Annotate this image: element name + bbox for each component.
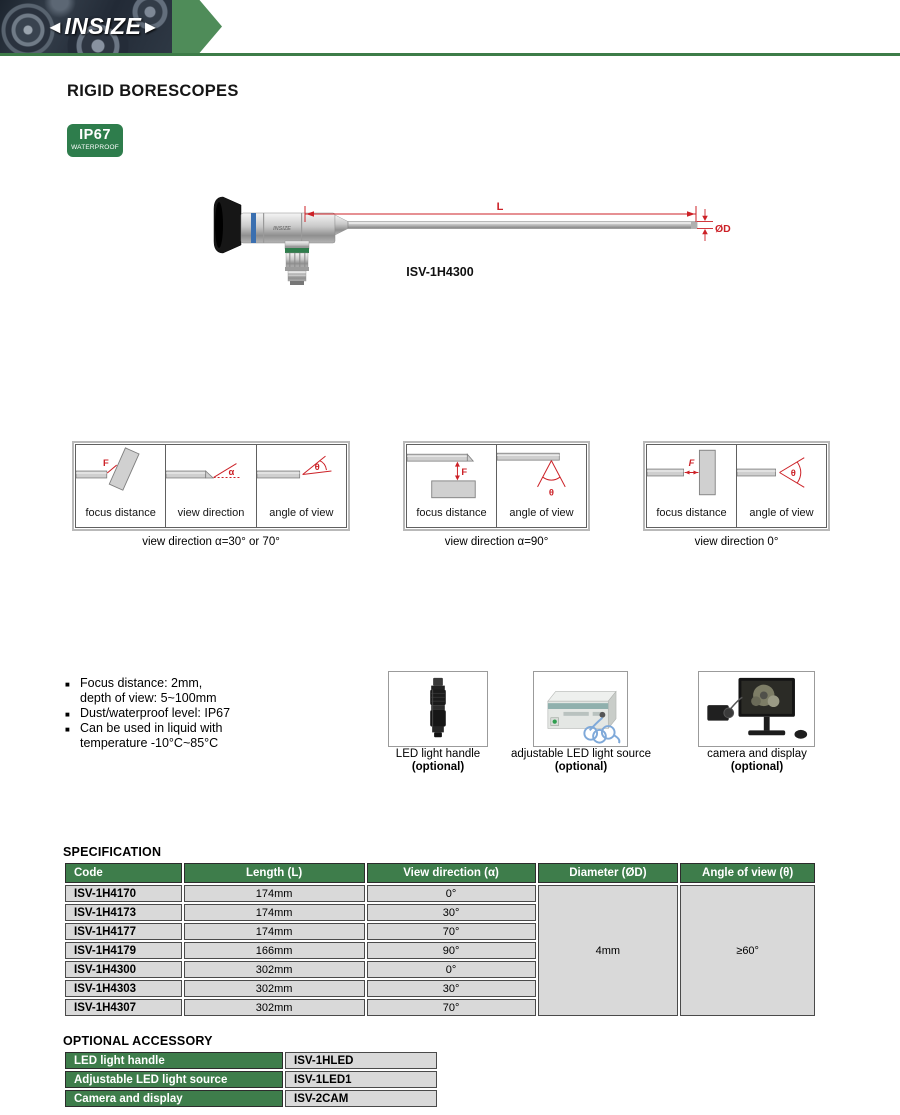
spec-view-direction-cell: 70° [367,999,536,1016]
accessory-name-cell: Adjustable LED light source [65,1071,283,1088]
svg-text:F: F [103,457,109,469]
diagram-panel-focus-distance: F focus distance [76,445,165,527]
diagram-caption: view direction α=30° or 70° [142,536,280,548]
accessory-caption: LED light handle (optional) [395,748,481,773]
feature-line: ■ Dust/waterproof level: IP67 [80,706,231,720]
feature-line: ■ Focus distance: 2mm, [80,676,203,690]
camera-display-image [698,671,815,747]
spec-column-header: Diameter (ØD) [538,863,679,883]
ip-rating-badge [67,124,123,157]
svg-text:F: F [461,465,468,477]
spec-view-direction-cell: 0° [367,961,536,978]
brand-name: INSIZE [64,13,142,39]
spec-diameter-cell: 4mm [538,885,679,1016]
dim-length-label: L [496,201,504,213]
right-arrow-icon: ► [141,17,160,37]
spec-code-cell: ISV-1H4170 [65,885,182,902]
spec-column-header: Angle of view (θ) [680,863,815,883]
spec-length-cell: 174mm [184,885,365,902]
spec-view-direction-cell: 90° [367,942,536,959]
spec-length-cell: 174mm [184,904,365,921]
feature-line: temperature -10°C~85°C [80,736,219,750]
spec-code-cell: ISV-1H4303 [65,980,182,997]
spec-length-cell: 302mm [184,980,365,997]
feature-item [65,676,365,706]
light-guide-port [285,241,309,285]
spec-angle-of-view-cell: ≥60° [680,885,815,1016]
view-direction-diagram [166,445,255,501]
insertion-tube [348,222,697,229]
accessory-row [65,1052,437,1069]
feature-item [65,721,365,751]
spec-row [65,885,815,902]
diagram-panel-focus-distance: F focus distance [407,445,496,527]
optional-accessory-heading: OPTIONAL ACCESSORY [63,1034,213,1048]
optional-accessory-table [63,1050,439,1109]
accessory-code-cell: ISV-1LED1 [285,1071,437,1088]
spec-code-cell: ISV-1H4173 [65,904,182,921]
spec-length-cell: 302mm [184,999,365,1016]
spec-view-direction-cell: 70° [367,923,536,940]
dim-diameter-label: ØD [715,223,731,235]
accessory-row [65,1090,437,1107]
diagram-panel-angle-of-view: θ angle of view [736,445,826,527]
specification-table [63,861,817,1018]
led-light-source-image [533,671,628,747]
green-chevron [172,0,222,53]
focus-distance-diagram [76,445,165,501]
feature-list [65,676,365,751]
left-arrow-icon: ◄ [46,17,65,37]
brand-logo [46,13,160,40]
green-divider [0,53,900,56]
angle-of-view-diagram [257,445,346,501]
spec-header-row [65,863,815,883]
feature-line: ■ Can be used in liquid with [80,721,223,735]
svg-text:θ: θ [548,486,554,498]
accessory-caption: camera and display (optional) [707,748,807,773]
spec-column-header: View direction (α) [367,863,536,883]
ip-rating: IP67 [79,127,111,143]
diagram-panel-view-direction: α view direction [165,445,255,527]
diagram-group-view-0 [643,441,830,531]
svg-text:θ: θ [790,466,796,478]
accessory-caption: adjustable LED light source (optional) [511,748,651,773]
light-source-icon [534,672,627,746]
svg-text:α: α [228,465,235,477]
spec-view-direction-cell: 0° [367,885,536,902]
spec-length-cell: 166mm [184,942,365,959]
accessory-code-cell: ISV-1HLED [285,1052,437,1069]
accessory-name-cell: LED light handle [65,1052,283,1069]
spec-code-cell: ISV-1H4300 [65,961,182,978]
diagram-caption: view direction 0° [694,536,779,548]
diameter-dimension [697,209,713,241]
focus-distance-diagram [407,445,496,501]
brand-banner [0,0,900,53]
accessory-row [65,1071,437,1088]
diagram-caption: view direction α=90° [444,536,549,548]
spec-code-cell: ISV-1H4179 [65,942,182,959]
diagram-group-view-30-70 [72,441,350,531]
svg-text:θ: θ [314,461,320,473]
svg-text:F: F [688,457,695,469]
led-handle-icon [389,672,487,746]
spec-column-header: Code [65,863,182,883]
spec-column-header: Length (L) [184,863,365,883]
spec-view-direction-cell: 30° [367,980,536,997]
specification-heading: SPECIFICATION [63,845,162,859]
diagram-group-view-90 [403,441,590,531]
spec-view-direction-cell: 30° [367,904,536,921]
page-title: RIGID BORESCOPES [67,82,239,100]
spec-length-cell: 302mm [184,961,365,978]
angle-of-view-diagram [497,445,586,501]
body-brand-text: INSIZE [273,226,291,232]
feature-item [65,706,365,721]
camera-display-icon [699,672,814,746]
diagram-panel-angle-of-view: θ angle of view [496,445,586,527]
figure-model-caption: ISV-1H4300 [406,265,474,279]
diagram-panel-angle-of-view: θ angle of view [256,445,346,527]
spec-length-cell: 174mm [184,923,365,940]
focus-distance-diagram [647,445,736,501]
feature-line: depth of view: 5~100mm [80,691,217,705]
accessory-name-cell: Camera and display [65,1090,283,1107]
spec-code-cell: ISV-1H4177 [65,923,182,940]
spec-code-cell: ISV-1H4307 [65,999,182,1016]
led-light-handle-image [388,671,488,747]
angle-of-view-diagram [737,445,826,501]
diagram-panel-focus-distance: F focus distance [647,445,736,527]
accessory-code-cell: ISV-2CAM [285,1090,437,1107]
ip-rating-label: WATERPROOF [71,144,119,151]
